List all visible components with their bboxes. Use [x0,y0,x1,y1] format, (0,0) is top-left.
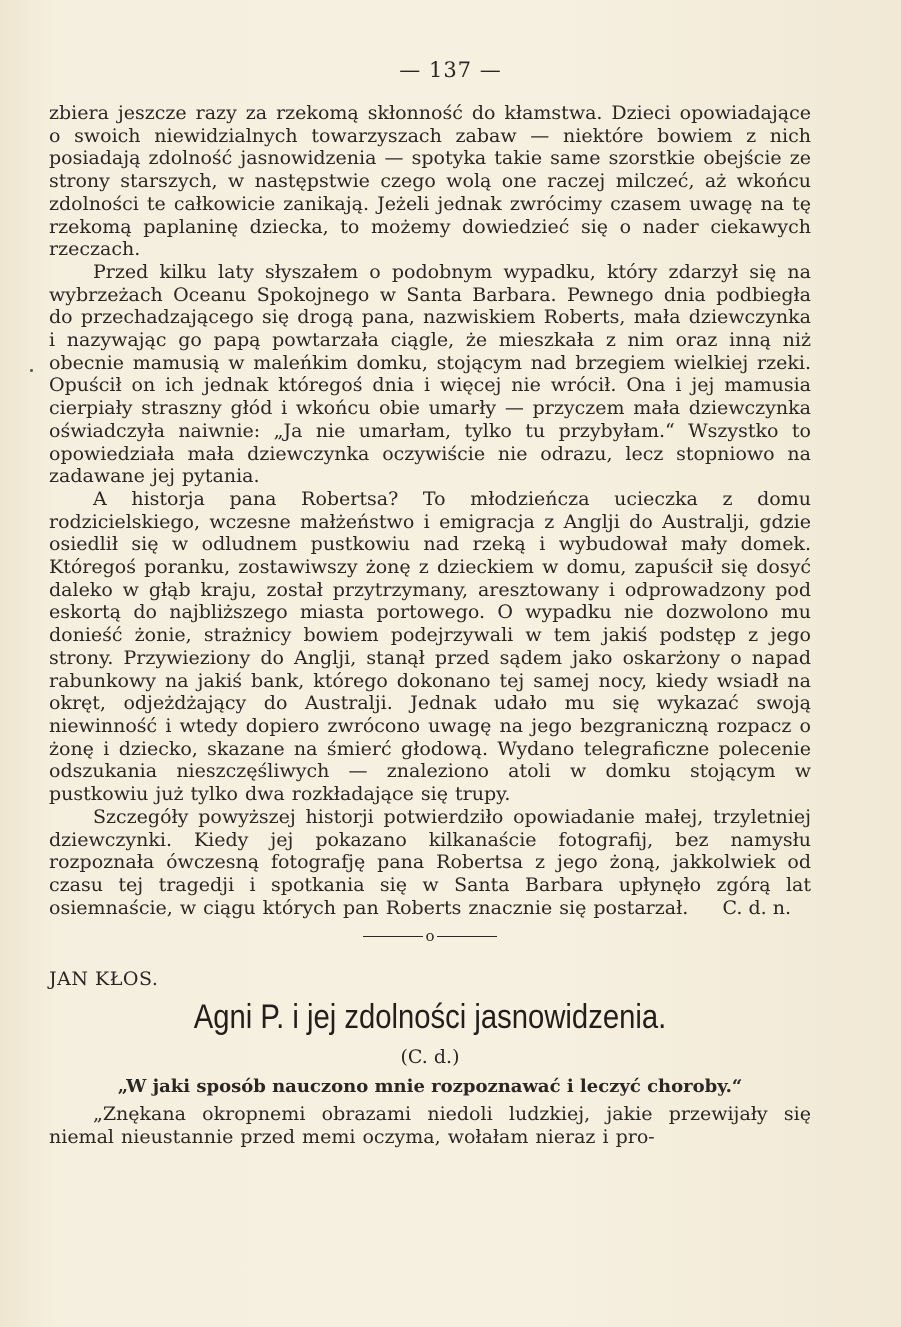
continuation-note: (C. d.) [400,1046,460,1069]
section-subtitle: „W jaki sposób nauczono mnie rozpoznawać i leczyć choroby.“ [117,1076,743,1098]
paragraph-4: Szczegóły powyższej historji potwierdziło opowiadanie małej, trzyletniej dziewczynki. Kiedy jej pokazano kilkanaście fotografij, bez namysłu rozpoznała ówczesną fotografję pana Robertsa z jego żoną, jakkolwiek od czasu tej tragedji i spotkania się w Santa Barbara upłynęło zgórą lat osiemnaście, w ciągu których pan Roberts znacznie się postarzał. [49,805,811,919]
separator-mark: o [425,927,435,946]
separator-line-right [437,936,497,938]
paragraph-2: Przed kilku laty słyszałem o podobnym wypadku, który zdarzył się na wybrzeżach Oceanu Spokojnego w Santa Barbara. Pewnego dnia podbiegła do przechadzającego się drogą pana, nazwiskiem Roberts, mała dziewczynka i nazywając go papą powtarzała ciągle, że mieszkała z nim oraz inną niż obecnie mamusią w maleńkim domku, stojącym nad brzegiem wielkiej rzeki. Opuścił on ich jednak któregoś dnia i więcej nie wrócił. Ona i jej mamusia cierpiały straszny głód i wkońcu obie umarły — przyczem mała dziewczynka oświadczyła naiwnie: „Ja nie umarłam, tylko tu przybyłam.“ Wszystko to opowiedziała mała dziewczynka oczywiście nie odrazu, lecz stopniowo na zadawane jej pytania. [49,260,811,488]
page-number: — 137 — [399,58,502,82]
last-paragraph-row [49,806,811,920]
article-author: JAN KŁOS. [49,968,159,991]
text-body [49,102,811,1149]
paragraph-3: A historja pana Robertsa? To młodzieńcza ucieczka z domu rodzicielskiego, wczesne małżeństwo i emigracja z Anglji do Australji, gdzie osiedlił się w odludnem pustkowiu nad rzeką i wybudował mały domek. Któregoś poranku, zostawiwszy żonę z dzieckiem w domu, zapuścił się dosyć daleko w głąb kraju, został przytrzymany, aresztowany i odprowadzony pod eskortą do najbliższego miasta portowego. O wypadku nie dozwolono mu donieść żonie, strażnicy bowiem podejrzywali w tem jakiś podstęp z jego strony. Przywieziony do Anglji, stanął przed sądem jako oskarżony o napad rabunkowy na jakiś bank, którego dokonano tej samej nocy, kiedy wsiadł na okręt, odjeżdżający do Australji. Jednak udało mu się wykazać swoją niewinność i wtedy dopiero zwrócono uwagę na jego bezgraniczną rozpacz o żonę i dziecko, skazane na śmierć głodową. Wydano telegraficzne polecenie odszukania nieszczęśliwych — znaleziono atoli w domku stojącym w pustkowiu już tylko dwa rozkładające się trupy. [49,487,811,806]
paragraph-1: zbiera jeszcze razy za rzekomą skłonność do kłamstwa. Dzieci opowiadające o swoich niewidzialnych towarzyszach zabaw — niektóre bowiem z nich posiadają zdolność jasnowidzenia — spotyka takie same szorstkie obejście ze strony starszych, w następstwie czego wolą one raczej milczeć, aż wkońcu zdolności te całkowicie zanikają. Jeżeli jednak zwrócimy czasem uwagę na tę rzekomą paplaninę dziecka, to możemy dowiedzieć się o nader ciekawych rzeczach. [49,102,811,261]
margin-mark [30,369,33,372]
final-paragraph: „Znękana okropnemi obrazami niedoli ludzkiej, jakie przewijały się niemal nieustannie przed memi oczyma, wołałam nieraz i pro- [49,1103,811,1149]
to-be-continued: C. d. n. [722,896,791,919]
article-title: Agni P. i jej zdolności jasnowidzenia. [193,998,667,1037]
section-separator [49,925,811,947]
separator-line-left [363,936,423,938]
